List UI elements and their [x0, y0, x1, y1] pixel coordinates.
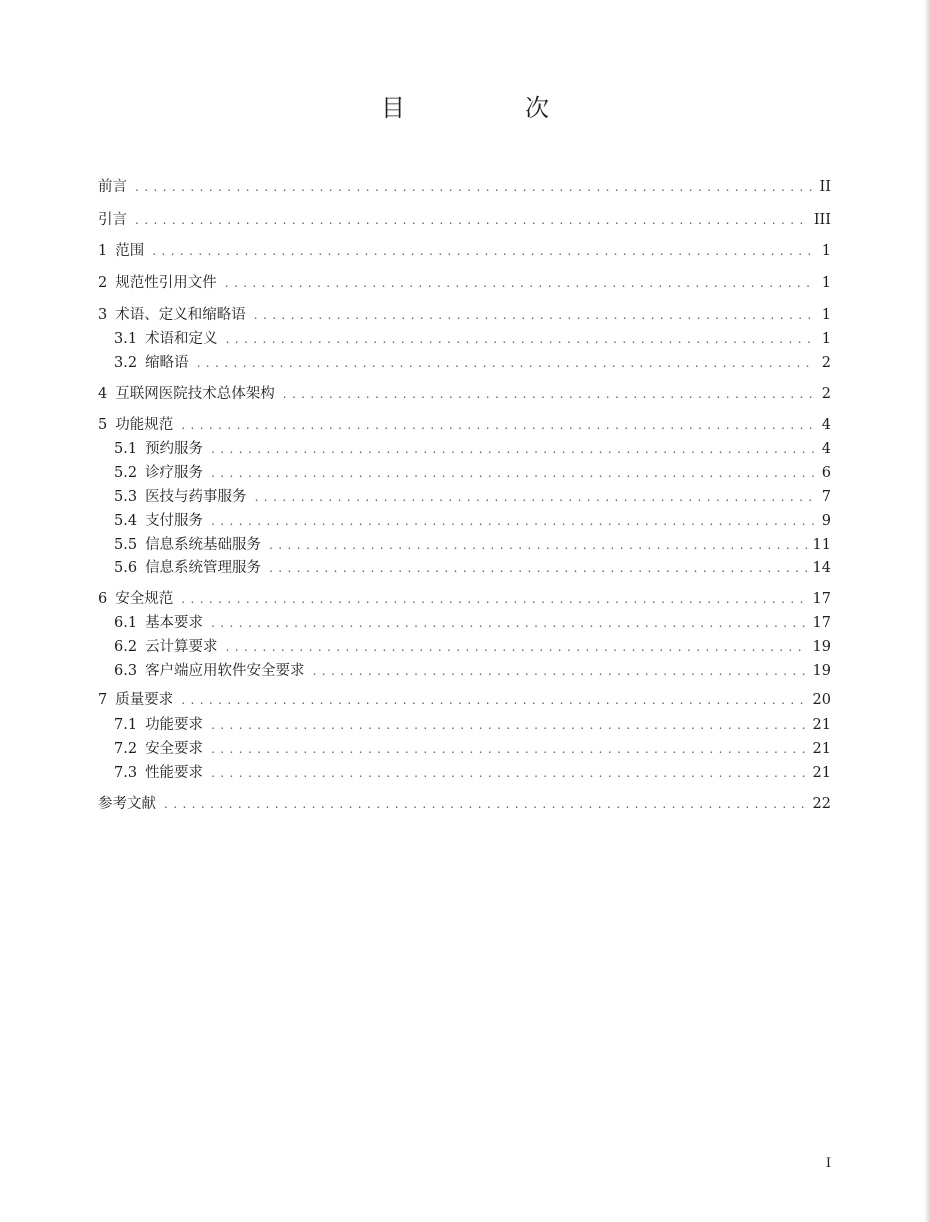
dot-leader	[135, 176, 814, 198]
toc-entry[interactable]	[98, 304, 831, 326]
dot-leader	[225, 272, 816, 294]
dot-leader	[197, 352, 816, 374]
toc-entry-label: 规范性引用文件	[115, 275, 217, 291]
toc-entry-label: 术语、定义和缩略语	[115, 307, 246, 323]
toc-entry-label: 功能规范	[115, 417, 174, 433]
toc-entry-number: 5.4	[114, 513, 138, 529]
toc-entry[interactable]	[98, 209, 831, 231]
toc-entry-number: 7.3	[114, 765, 138, 781]
toc-entry-label: 医技与药事服务	[145, 489, 247, 505]
toc-entry[interactable]	[114, 510, 831, 532]
toc-entry-page: 11	[812, 537, 831, 553]
toc-entry-label: 支付服务	[145, 513, 204, 529]
toc-entry-label: 客户端应用软件安全要求	[145, 663, 305, 679]
toc-entry-number: 3.2	[114, 355, 138, 371]
toc-entry-number: 7.1	[114, 717, 138, 733]
toc-entry-number: 5.3	[114, 489, 138, 505]
toc-entry-page: 1	[821, 307, 831, 323]
dot-leader	[152, 240, 816, 262]
toc-entry-page: 20	[812, 692, 831, 708]
dot-leader	[255, 486, 816, 508]
page-number: I	[825, 1156, 831, 1171]
toc-entry-label: 范围	[115, 243, 145, 259]
toc-entry[interactable]	[98, 793, 831, 815]
dot-leader	[283, 383, 816, 405]
dot-leader	[269, 534, 806, 556]
toc-entry[interactable]	[114, 486, 831, 508]
toc-entry-number: 2	[98, 275, 108, 291]
dot-leader	[226, 636, 807, 658]
toc-entry-page: 21	[812, 765, 831, 781]
dot-leader	[211, 738, 806, 760]
toc-entry-label: 信息系统基础服务	[145, 537, 262, 553]
toc-entry-number: 6	[98, 591, 108, 607]
toc-entry-page: 21	[812, 717, 831, 733]
toc-entry[interactable]	[114, 557, 831, 579]
toc-entry-label: 术语和定义	[145, 331, 218, 347]
toc-entry-number: 5.6	[114, 560, 138, 576]
toc-entry-label: 预约服务	[145, 441, 204, 457]
toc-entry-number: 7.2	[114, 741, 138, 757]
toc-entry-page: 17	[812, 591, 831, 607]
toc-entry[interactable]	[114, 534, 831, 556]
toc-entry-page: 2	[821, 355, 831, 371]
toc-entry-label: 参考文献	[98, 796, 156, 812]
toc-entry[interactable]	[114, 352, 831, 374]
dot-leader	[226, 328, 816, 350]
dot-leader	[181, 588, 806, 610]
toc-entry-page: 9	[821, 513, 831, 529]
toc-entry-label: 缩略语	[145, 355, 189, 371]
scan-edge-shadow	[924, 0, 930, 1222]
toc-entry[interactable]	[114, 762, 831, 784]
toc-entry-label: 互联网医院技术总体架构	[115, 386, 275, 402]
toc-entry-page: 19	[812, 663, 831, 679]
toc-entry-page: 1	[821, 331, 831, 347]
toc-entry-page: 14	[812, 560, 831, 576]
toc-entry[interactable]	[114, 636, 831, 658]
toc-entry-label: 诊疗服务	[145, 465, 204, 481]
toc-entry[interactable]	[98, 383, 831, 405]
toc-entry[interactable]	[98, 272, 831, 294]
toc-entry-page: II	[819, 179, 831, 195]
toc-title: 目 次	[381, 94, 597, 122]
toc-entry[interactable]	[98, 689, 831, 711]
toc-entry-label: 安全要求	[145, 741, 204, 757]
toc-entry-number: 1	[98, 243, 108, 259]
toc-entry[interactable]	[114, 660, 831, 682]
toc-entry-label: 前言	[98, 179, 127, 195]
toc-entry-label: 安全规范	[115, 591, 174, 607]
toc-entry-page: 17	[812, 615, 831, 631]
toc-entry[interactable]	[98, 588, 831, 610]
toc-entry-page: 21	[812, 741, 831, 757]
dot-leader	[181, 414, 816, 436]
dot-leader	[181, 689, 806, 711]
toc-entry-number: 6.1	[114, 615, 138, 631]
toc-entry-label: 性能要求	[145, 765, 204, 781]
dot-leader	[313, 660, 807, 682]
toc-entry-page: 2	[821, 386, 831, 402]
toc-entry-page: 4	[821, 441, 831, 457]
toc-entry-number: 5	[98, 417, 108, 433]
toc-entry-label: 引言	[98, 212, 127, 228]
toc-entry-page: 22	[812, 796, 831, 812]
dot-leader	[254, 304, 816, 326]
toc-entry[interactable]	[114, 612, 831, 634]
toc-entry-page: 6	[821, 465, 831, 481]
dot-leader	[211, 714, 806, 736]
toc-entry-number: 7	[98, 692, 108, 708]
toc-entry-page: 1	[821, 243, 831, 259]
dot-leader	[211, 462, 816, 484]
dot-leader	[164, 793, 807, 815]
toc-entry[interactable]	[114, 438, 831, 460]
toc-entry-label: 功能要求	[145, 717, 204, 733]
toc-entry-page: III	[813, 212, 831, 228]
toc-entry[interactable]	[114, 462, 831, 484]
toc-entry-number: 6.2	[114, 639, 138, 655]
toc-entry-number: 5.5	[114, 537, 138, 553]
toc-entry[interactable]	[114, 714, 831, 736]
toc-entry-label: 云计算要求	[145, 639, 218, 655]
toc-entry-page: 19	[812, 639, 831, 655]
toc-entry[interactable]	[98, 414, 831, 436]
toc-entry-page: 4	[821, 417, 831, 433]
dot-leader	[211, 438, 816, 460]
toc-entry-label: 基本要求	[145, 615, 204, 631]
toc-entry-label: 信息系统管理服务	[145, 560, 262, 576]
toc-entry-page: 1	[821, 275, 831, 291]
toc-entry-number: 6.3	[114, 663, 138, 679]
toc-entry-number: 5.2	[114, 465, 138, 481]
dot-leader	[211, 510, 816, 532]
toc-entry-number: 3	[98, 307, 108, 323]
toc-entry-number: 4	[98, 386, 108, 402]
dot-leader	[135, 209, 808, 231]
dot-leader	[269, 557, 806, 579]
toc-entry[interactable]	[114, 738, 831, 760]
toc-entry-number: 3.1	[114, 331, 138, 347]
toc-entry-page: 7	[821, 489, 831, 505]
toc-entry[interactable]	[98, 240, 831, 262]
toc-entry[interactable]	[114, 328, 831, 350]
toc-entry-number: 5.1	[114, 441, 138, 457]
toc-entry-label: 质量要求	[115, 692, 174, 708]
dot-leader	[211, 762, 806, 784]
dot-leader	[211, 612, 806, 634]
toc-entry[interactable]	[98, 176, 831, 198]
